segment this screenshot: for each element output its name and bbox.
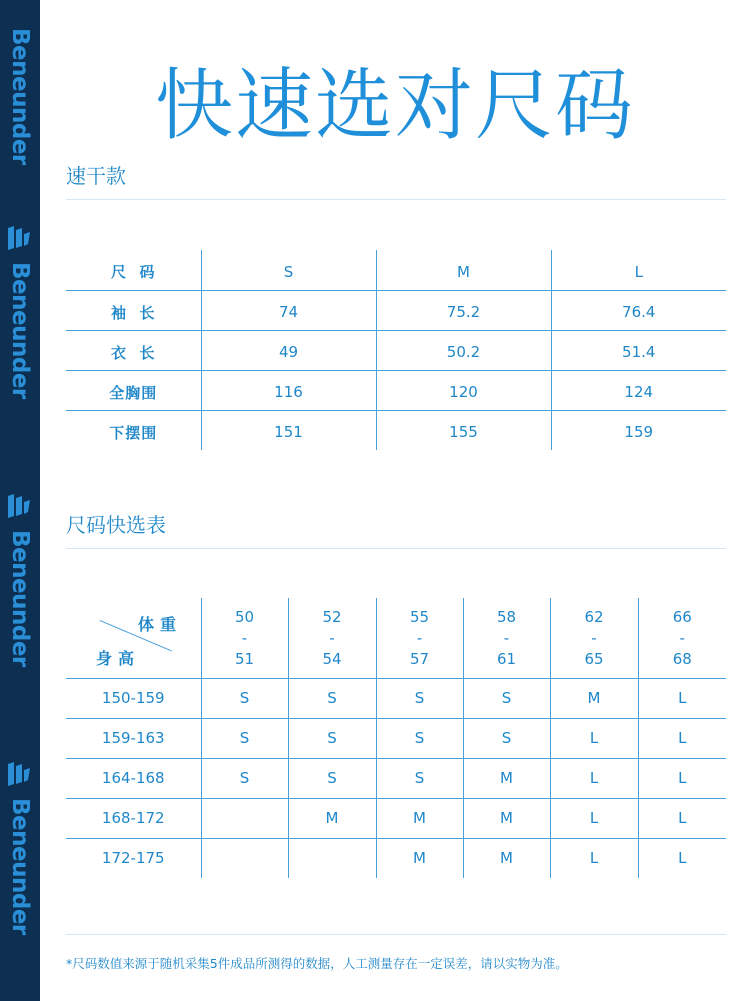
weight-from: 58	[496, 608, 517, 627]
size-measurement-table	[66, 250, 726, 450]
table-row	[66, 758, 726, 798]
row-label: 衣 长	[66, 330, 201, 370]
size-cell: S	[201, 718, 288, 758]
footer-divider	[66, 934, 726, 935]
weight-to: 65	[584, 650, 604, 669]
weight-header	[376, 598, 463, 678]
size-cell	[201, 838, 288, 878]
table-row	[66, 718, 726, 758]
table-row	[66, 330, 726, 370]
brand-unit	[0, 494, 40, 762]
size-header: S	[201, 250, 376, 290]
size-cell: S	[463, 678, 550, 718]
table-cell: 49	[201, 330, 376, 370]
weight-header	[550, 598, 638, 678]
table-header-row	[66, 598, 726, 678]
brand-strip	[0, 0, 40, 1001]
table-cell: 159	[624, 423, 654, 442]
size-cell: L	[550, 718, 638, 758]
size-cell: L	[638, 798, 726, 838]
section-title-size-chart: 尺码快选表	[66, 513, 166, 537]
size-cell: S	[201, 678, 288, 718]
table-cell: 50.2	[376, 330, 551, 370]
size-cell: S	[376, 718, 463, 758]
size-selection-table	[66, 598, 726, 878]
height-range: 159-163	[66, 718, 201, 758]
row-label: 下摆围	[66, 410, 201, 450]
size-cell: S	[288, 718, 376, 758]
table-row	[66, 678, 726, 718]
brand-wordmark: Beneunder	[7, 262, 33, 399]
brand-unit	[0, 226, 40, 494]
size-cell: S	[376, 758, 463, 798]
table-row	[66, 290, 726, 330]
weight-from: 62	[584, 608, 604, 627]
brand-logo-icon	[6, 762, 32, 786]
weight-header	[288, 598, 376, 678]
header-label: 尺 码	[66, 250, 201, 290]
size-cell: M	[550, 678, 638, 718]
brand-unit	[0, 762, 40, 1001]
weight-to: 57	[409, 650, 430, 669]
weight-from: 66	[672, 608, 692, 627]
size-cell: M	[376, 798, 463, 838]
weight-axis-label: 体重	[138, 615, 183, 634]
table-cell: 124	[551, 370, 726, 410]
weight-sep: -	[503, 629, 510, 648]
table-cell: 120	[376, 370, 551, 410]
table-cell: 116	[201, 370, 376, 410]
weight-sep: -	[679, 629, 685, 648]
weight-header	[201, 598, 288, 678]
height-range: 168-172	[66, 798, 201, 838]
size-cell: L	[550, 758, 638, 798]
brand-wordmark: Beneunder	[7, 28, 33, 165]
table-row	[66, 798, 726, 838]
row-label: 袖 长	[66, 290, 201, 330]
height-range: 172-175	[66, 838, 201, 878]
table-row	[66, 370, 726, 410]
table-row	[66, 838, 726, 878]
table-cell: 74	[201, 290, 376, 330]
table-cell: 155	[376, 410, 551, 450]
size-cell	[201, 798, 288, 838]
weight-sep: -	[591, 629, 597, 648]
height-range: 164-168	[66, 758, 201, 798]
page-title: 快速选对尺码	[154, 61, 635, 151]
section-divider	[66, 548, 726, 549]
section-title-quick-dry: 速干款	[66, 164, 126, 188]
size-cell: S	[201, 758, 288, 798]
table-header-row	[66, 250, 726, 290]
size-cell: L	[550, 798, 638, 838]
weight-from: 52	[322, 608, 342, 627]
row-label: 全胸围	[66, 370, 201, 410]
height-range: 150-159	[66, 678, 201, 718]
brand-wordmark: Beneunder	[7, 530, 33, 667]
size-cell: M	[463, 758, 550, 798]
size-cell: L	[678, 849, 687, 868]
size-cell: L	[638, 758, 726, 798]
size-cell: M	[463, 798, 550, 838]
size-cell	[288, 838, 376, 878]
table-cell: 75.2	[376, 290, 551, 330]
size-header: L	[551, 250, 726, 290]
brand-logo-icon	[6, 226, 32, 250]
size-cell: S	[376, 678, 463, 718]
weight-from: 50	[234, 608, 255, 627]
size-cell: S	[288, 758, 376, 798]
weight-header	[463, 598, 550, 678]
table-cell: 151	[201, 410, 376, 450]
weight-to: 54	[322, 650, 342, 669]
size-cell: M	[376, 838, 463, 878]
section-divider	[66, 199, 726, 200]
brand-logo-icon	[6, 494, 32, 518]
weight-sep: -	[416, 629, 423, 648]
table-cell: 76.4	[551, 290, 726, 330]
table-row	[66, 410, 726, 450]
size-cell: L	[638, 678, 726, 718]
size-cell: L	[638, 718, 726, 758]
size-cell: M	[288, 798, 376, 838]
weight-sep: -	[329, 629, 335, 648]
table-cell: 51.4	[551, 330, 726, 370]
size-cell: L	[550, 838, 638, 878]
measurement-footnote: *尺码数值来源于随机采集5件成品所测得的数据，人工测量存在一定误差，请以实物为准。	[66, 956, 568, 971]
weight-to: 51	[234, 650, 255, 669]
height-axis-label: 身高	[96, 649, 141, 668]
size-cell: M	[463, 838, 550, 878]
weight-from: 55	[409, 608, 430, 627]
size-cell: S	[463, 718, 550, 758]
corner-cell	[66, 598, 201, 678]
brand-wordmark: Beneunder	[7, 798, 33, 935]
weight-sep: -	[241, 629, 248, 648]
weight-to: 61	[496, 650, 517, 669]
weight-to: 68	[672, 650, 692, 669]
size-cell: S	[288, 678, 376, 718]
weight-header	[638, 598, 726, 678]
size-header: M	[376, 250, 551, 290]
